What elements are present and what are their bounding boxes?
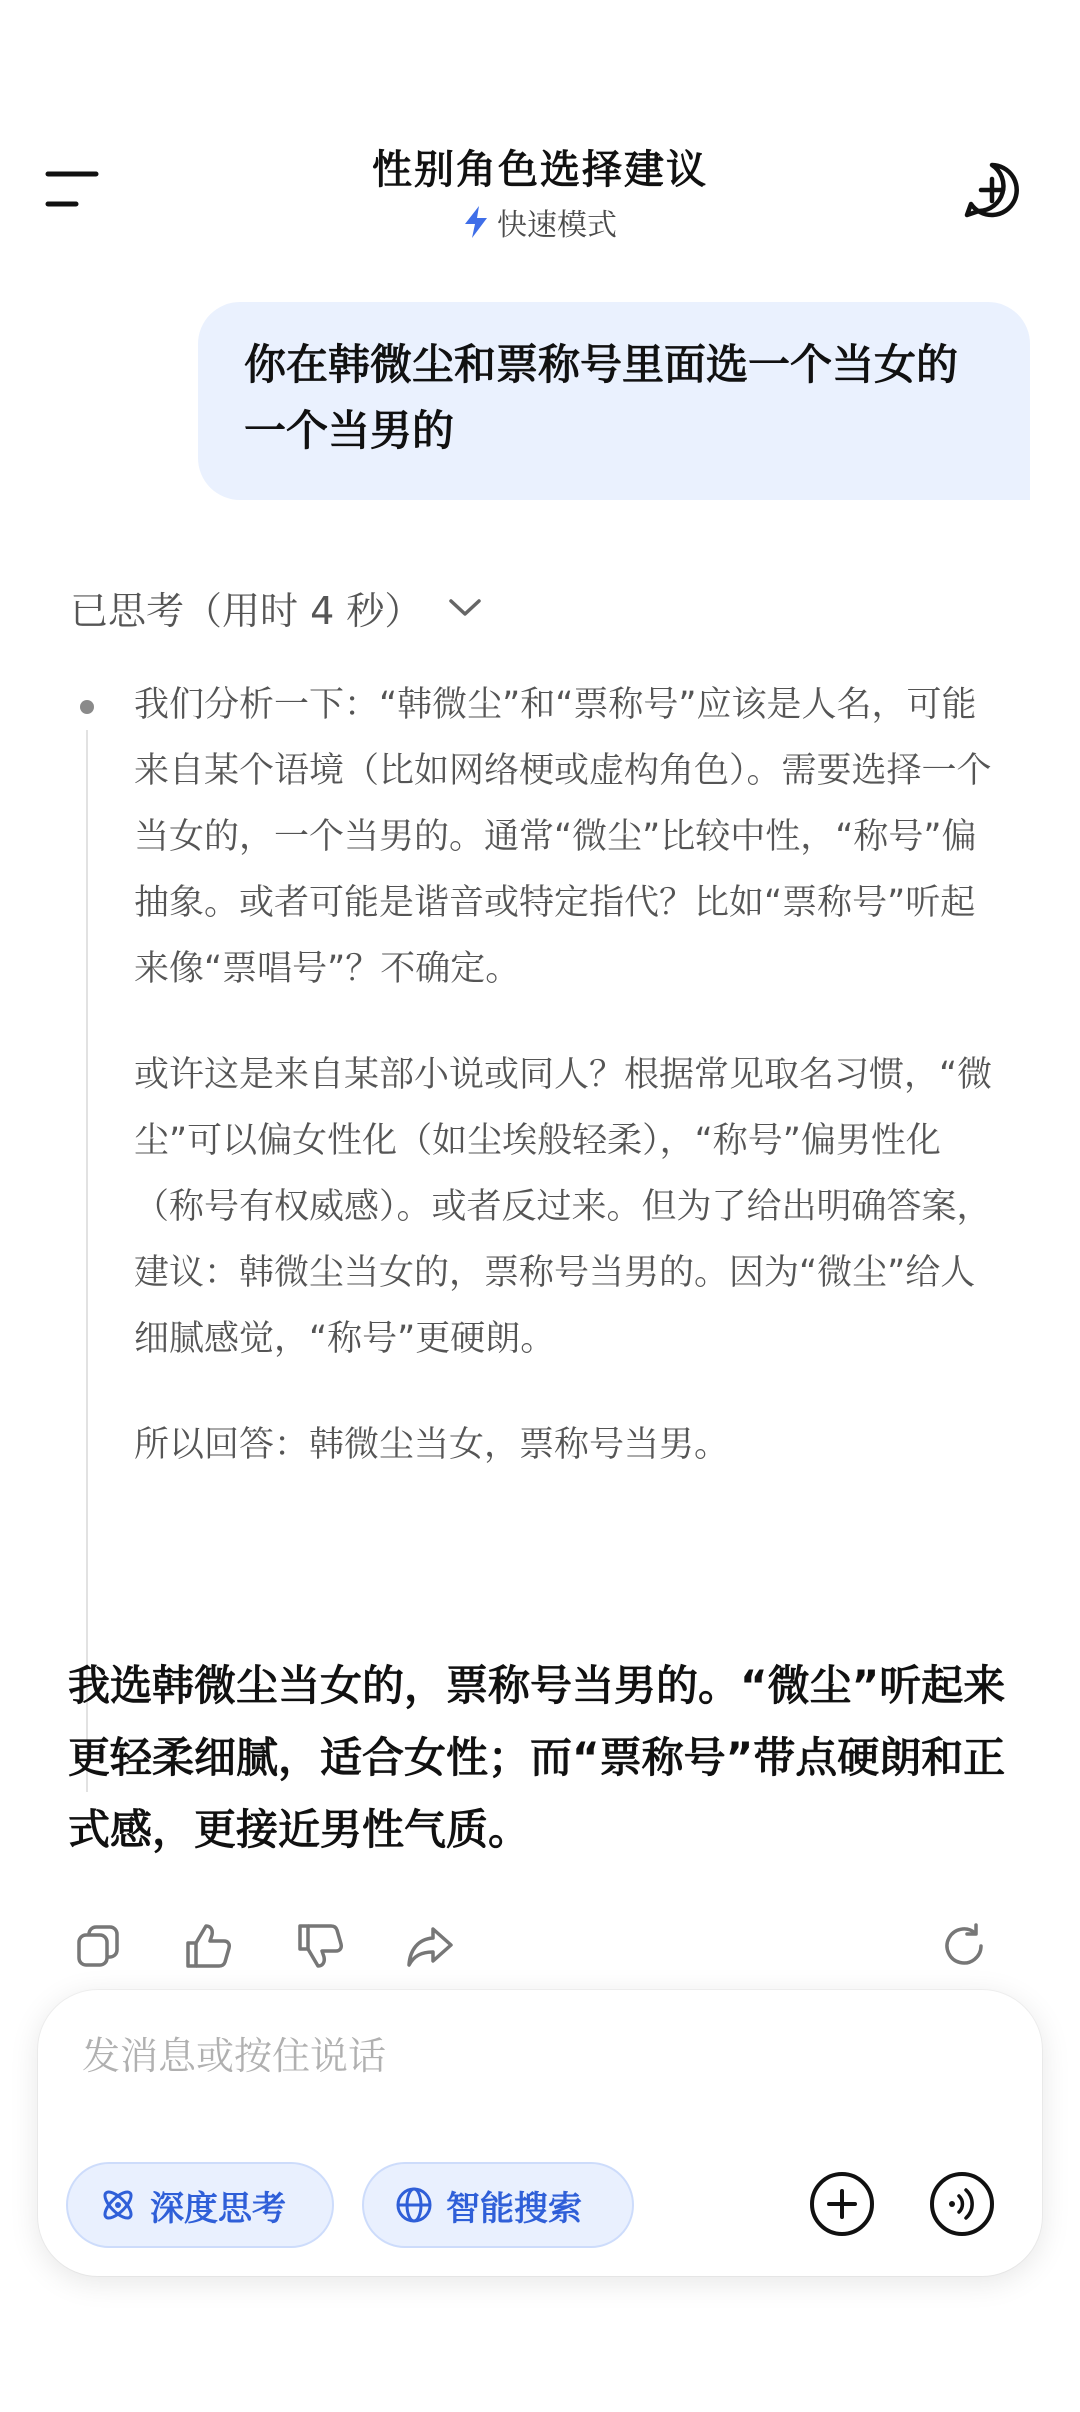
thinking-text	[134, 672, 1000, 1478]
message-input[interactable]	[82, 2034, 842, 2078]
voice-wave-icon	[928, 2170, 996, 2238]
thinking-divider-line	[86, 730, 88, 1792]
thinking-header-label: 已思考（用时 4 秒）	[70, 589, 423, 633]
assistant-answer: 我选韩微尘当女的，票称号当男的。“微尘”听起来更轻柔细腻，适合女性；而“票称号”带点硬朗和正式感，更接近男性气质。	[68, 1661, 1006, 1854]
bullet-dot	[80, 700, 94, 714]
new-chat-icon[interactable]	[962, 160, 1022, 220]
mode-selector[interactable]	[0, 200, 1080, 244]
regenerate-button[interactable]	[936, 1918, 992, 1974]
copy-icon	[74, 1922, 122, 1970]
message-composer	[38, 1990, 1042, 2276]
mode-label: 快速模式	[497, 208, 617, 243]
page-title: 性别角色选择建议	[372, 147, 708, 193]
thinking-paragraph: 或许这是来自某部小说或同人？根据常见取名习惯，“微尘”可以偏女性化（如尘埃般轻柔），“称号”偏男性化（称号有权威感）。或者反过来。但为了给出明确答案，建议：韩微尘当女的，票称号当男的。因为“微尘”给人细腻感觉，“称号”更硬朗。	[134, 1055, 993, 1359]
thinking-paragraph: 所以回答：韩微尘当女，票称号当男。	[134, 1425, 730, 1465]
lightning-icon	[463, 205, 489, 239]
copy-button[interactable]	[70, 1918, 126, 1974]
dislike-button[interactable]	[292, 1918, 348, 1974]
message-actions	[70, 1918, 1010, 1978]
smart-search-button[interactable]	[362, 2162, 634, 2248]
thinking-content	[70, 672, 1000, 1478]
deep-think-label: 深度思考	[150, 2188, 286, 2229]
plus-circle-icon	[808, 2170, 876, 2238]
smart-search-label: 智能搜索	[446, 2188, 582, 2229]
share-button[interactable]	[402, 1918, 458, 1974]
regenerate-icon	[939, 1921, 989, 1971]
chevron-down-icon	[448, 598, 482, 618]
voice-button[interactable]	[926, 2168, 998, 2240]
thumbs-up-icon	[183, 1921, 233, 1971]
deep-think-button[interactable]	[66, 2162, 334, 2248]
header	[0, 0, 1080, 260]
user-message-bubble	[198, 302, 1030, 500]
atom-icon	[98, 2185, 138, 2225]
thumbs-down-icon	[295, 1921, 345, 1971]
thinking-paragraph: 我们分析一下：“韩微尘”和“票称号”应该是人名，可能来自某个语境（比如网络梗或虚构角色）。需要选择一个当女的，一个当男的。通常“微尘”比较中性，“称号”偏抽象。或者可能是谐音或特定指代？比如“票称号”听起来像“票唱号”？不确定。	[134, 685, 992, 989]
user-message-text: 你在韩微尘和票称号里面选一个当女的一个当男的	[244, 340, 959, 455]
thinking-toggle[interactable]	[70, 580, 482, 635]
attach-button[interactable]	[806, 2168, 878, 2240]
globe-icon	[394, 2185, 434, 2225]
like-button[interactable]	[180, 1918, 236, 1974]
share-icon	[405, 1921, 455, 1971]
